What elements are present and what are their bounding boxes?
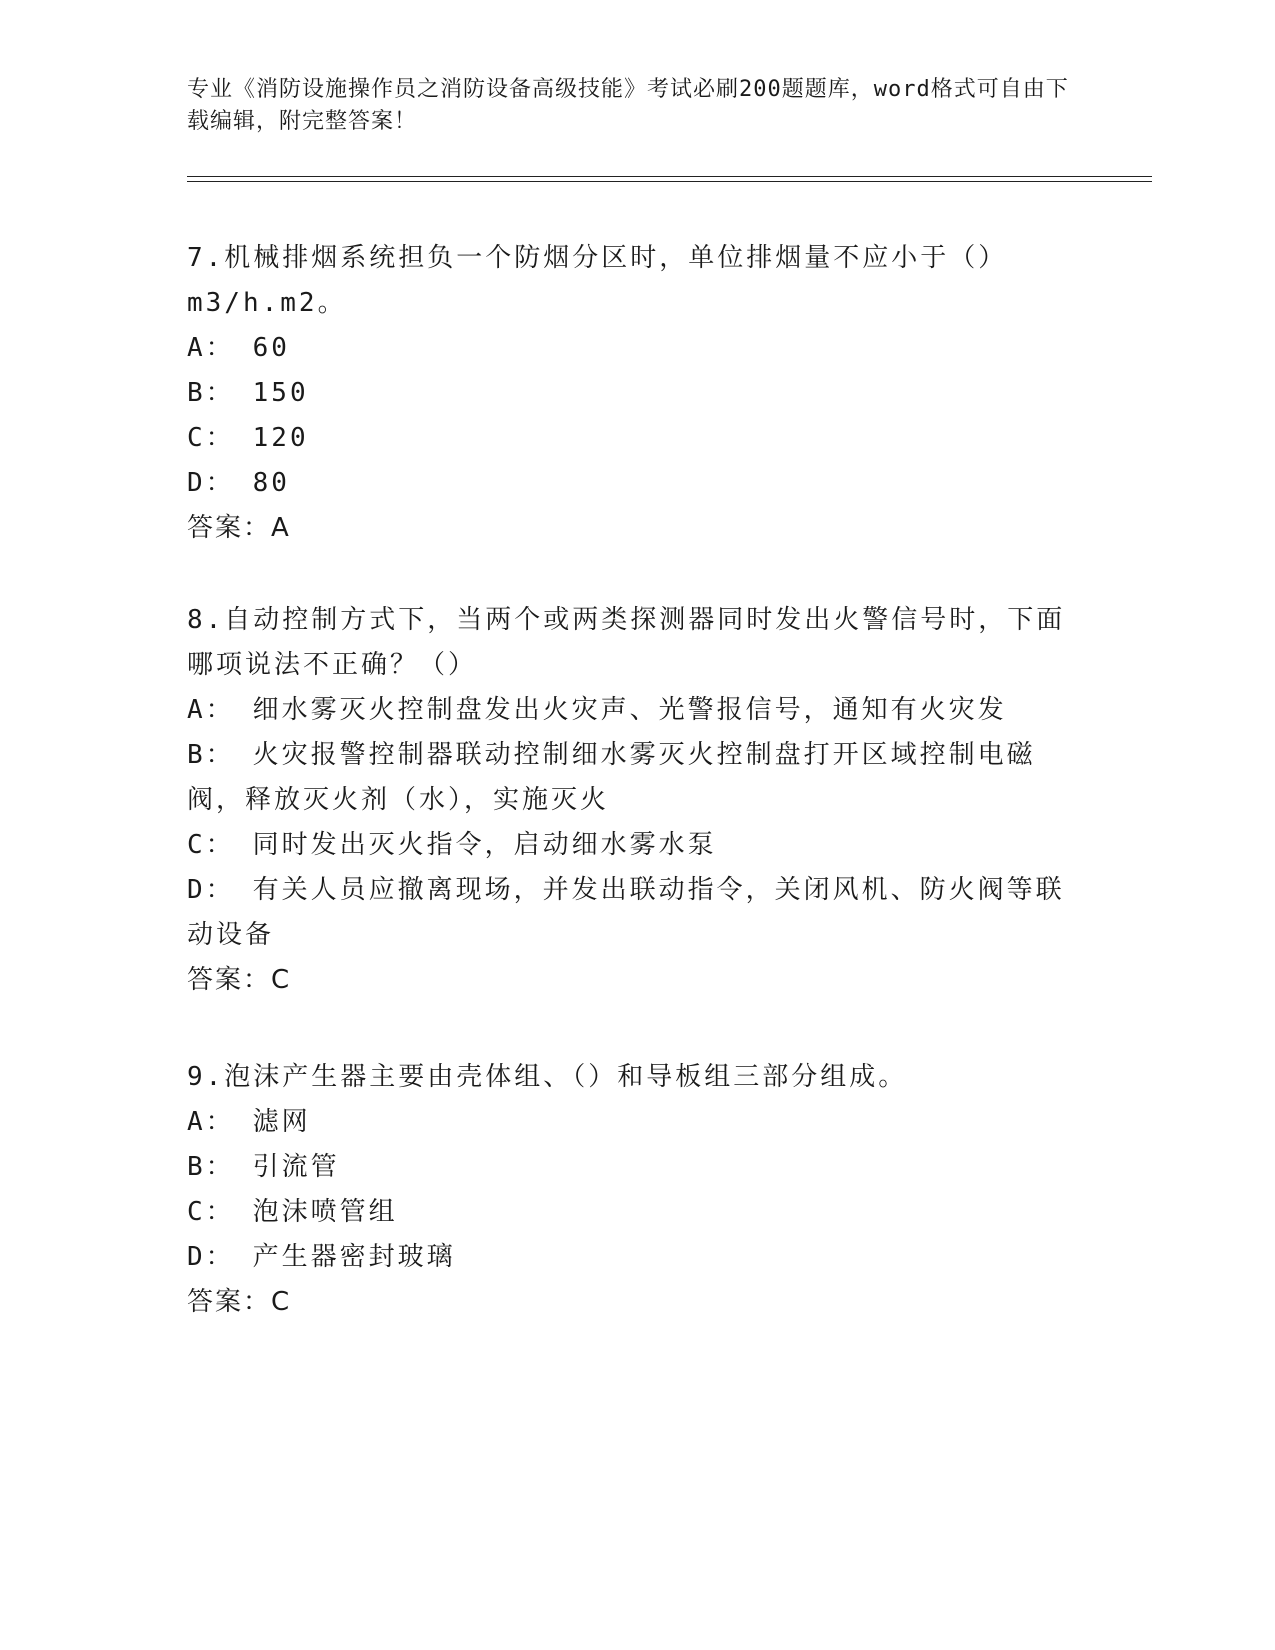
option-a (187, 326, 1087, 371)
option-c (187, 823, 1087, 868)
option-text: 引流管 (252, 1152, 340, 1182)
option-letter: C： (187, 423, 235, 453)
option-text: 滤网 (252, 1107, 311, 1137)
option-letter: D： (187, 468, 235, 498)
option-letter: A： (187, 333, 235, 363)
option-b (187, 1145, 1087, 1190)
option-text: 60 (252, 333, 290, 363)
option-letter: B： (187, 740, 235, 770)
option-letter: C： (187, 830, 235, 860)
option-text: 120 (252, 423, 309, 453)
question-8 (187, 598, 1087, 1003)
question-9 (187, 1055, 1087, 1325)
document-header: 专业《消防设施操作员之消防设备高级技能》考试必刷200题题库，word格式可自由下载编辑，附完整答案！ (187, 77, 1069, 134)
question-stem: 9.泡沫产生器主要由壳体组、（）和导板组三部分组成。 (187, 1062, 908, 1092)
option-c (187, 1190, 1087, 1235)
option-text: 有关人员应撤离现场，并发出联动指令，关闭风机、防火阀等联动设备 (187, 875, 1065, 950)
header-divider-top (187, 176, 1152, 177)
option-letter: B： (187, 1152, 235, 1182)
option-c (187, 416, 1087, 461)
option-letter: A： (187, 1107, 235, 1137)
option-letter: D： (187, 1242, 235, 1272)
option-a (187, 688, 1087, 733)
question-stem: 8.自动控制方式下，当两个或两类探测器同时发出火警信号时，下面哪项说法不正确？（） (187, 605, 1066, 680)
option-text: 产生器密封玻璃 (252, 1242, 456, 1272)
option-letter: D： (187, 875, 235, 905)
option-d (187, 1235, 1087, 1280)
option-letter: C： (187, 1197, 235, 1227)
option-a (187, 1100, 1087, 1145)
answer-line: 答案：A (187, 513, 291, 543)
answer-line: 答案：C (187, 965, 292, 995)
option-b (187, 371, 1087, 416)
option-text: 150 (252, 378, 309, 408)
option-text: 火灾报警控制器联动控制细水雾灭火控制盘打开区域控制电磁阀，释放灭火剂（水），实施灭火 (187, 740, 1036, 815)
option-letter: B： (187, 378, 235, 408)
option-text: 细水雾灭火控制盘发出火灾声、光警报信号，通知有火灾发 (252, 695, 1007, 725)
option-d (187, 868, 1087, 958)
question-stem: 7.机械排烟系统担负一个防烟分区时，单位排烟量不应小于（）m3/h.m2。 (187, 243, 1008, 318)
answer-line: 答案：C (187, 1287, 292, 1317)
option-text: 80 (252, 468, 290, 498)
option-text: 同时发出灭火指令，启动细水雾水泵 (252, 830, 717, 860)
option-b (187, 733, 1087, 823)
option-d (187, 461, 1087, 506)
header-divider-bottom (187, 181, 1152, 182)
question-7 (187, 236, 1087, 551)
option-text: 泡沫喷管组 (252, 1197, 398, 1227)
option-letter: A： (187, 695, 235, 725)
